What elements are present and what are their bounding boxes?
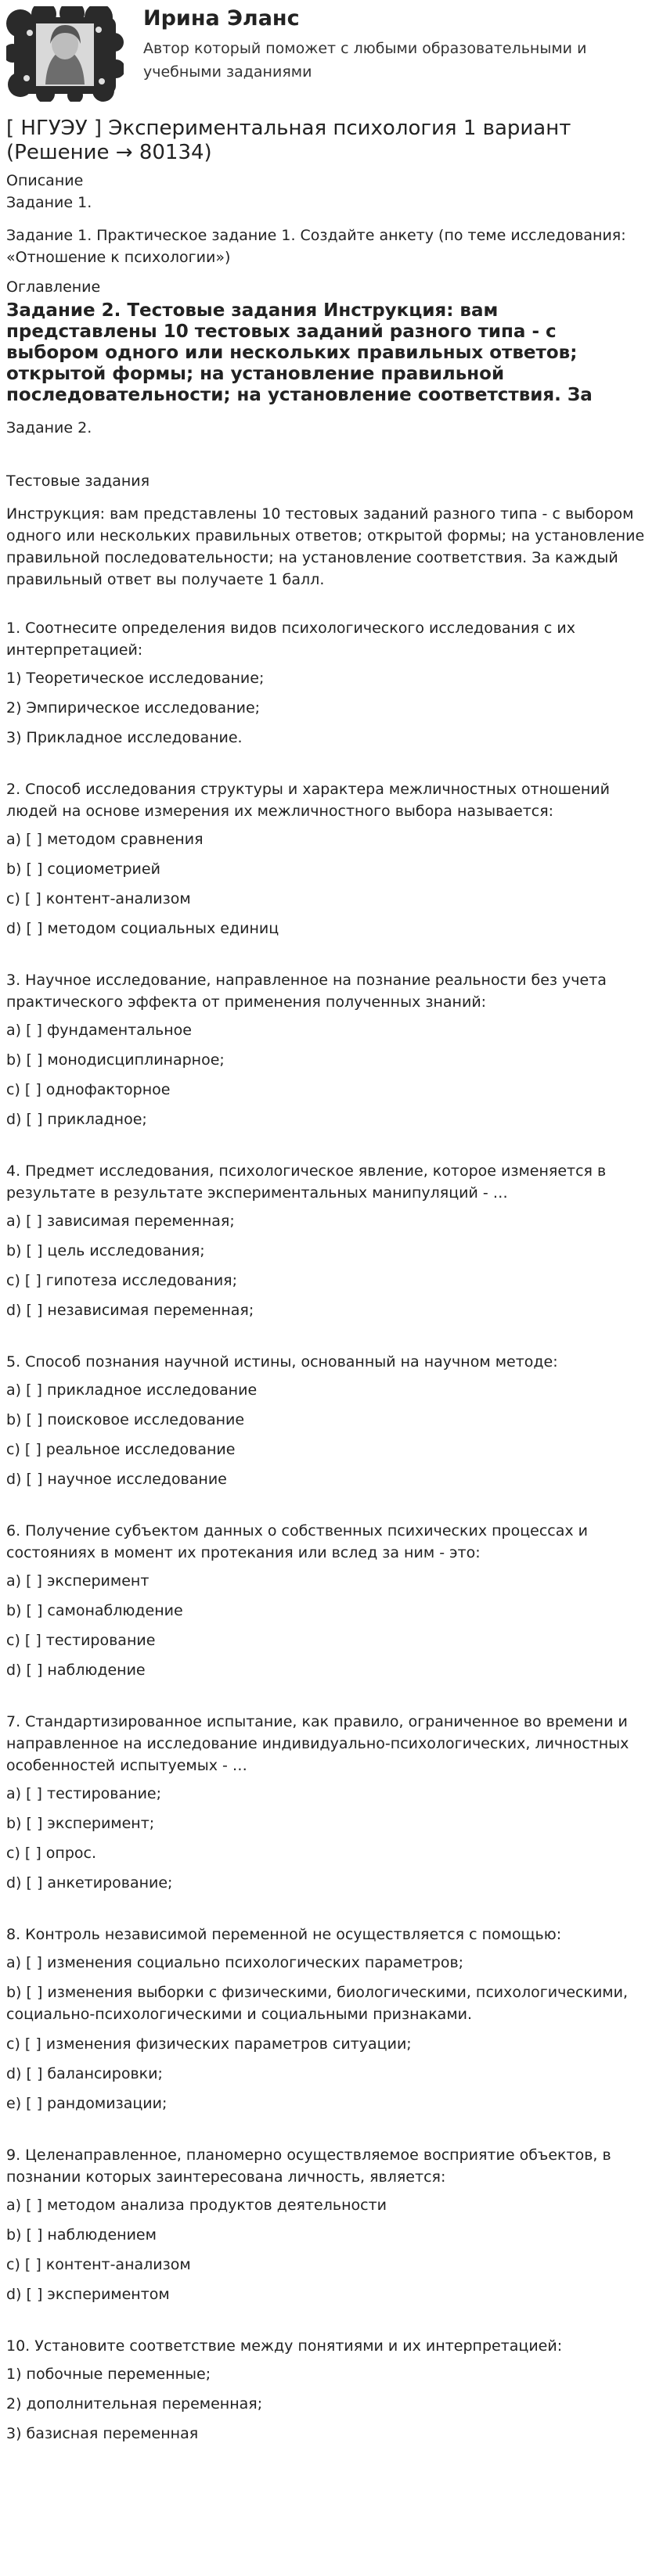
- task1-text: Задание 1. Практическое задание 1. Создайте анкету (по теме исследования: «Отношение к психологии»): [6, 227, 626, 266]
- instructions: Инструкция: вам представлены 10 тестовых заданий разного типа - с выбором одного или нескольких правильных ответов; открытой формы; на установление правильной последовательности; на установление соответствия. За каждый правильный ответ вы получаете 1 балл.: [6, 505, 645, 588]
- task1-label: Задание 1.: [6, 194, 92, 211]
- answer-option: a) [ ] зависимая переменная;: [6, 1213, 235, 1230]
- answer-option: 1) побочные переменные;: [6, 2366, 211, 2383]
- answer-option: b) [ ] поисковое исследование: [6, 1411, 245, 1428]
- questions-list: [6, 617, 653, 2445]
- answer-option: a) [ ] изменения социально психологических параметров;: [6, 1954, 464, 1971]
- question-6: [6, 1520, 653, 1681]
- answer-option: a) [ ] методом сравнения: [6, 831, 204, 848]
- question-4: [6, 1160, 653, 1321]
- answer-option: 3) Прикладное исследование.: [6, 729, 243, 746]
- document-content: [6, 117, 653, 2445]
- answer-option: a) [ ] эксперимент: [6, 1572, 150, 1590]
- answer-option: c) [ ] контент-анализом: [6, 890, 191, 907]
- answer-option: b) [ ] самонаблюдение: [6, 1602, 183, 1619]
- answer-option: c) [ ] реальное исследование: [6, 1441, 236, 1458]
- answer-option: d) [ ] балансировки;: [6, 2065, 163, 2082]
- question-5: [6, 1351, 653, 1490]
- answer-option: d) [ ] научное исследование: [6, 1471, 227, 1488]
- answer-option: b) [ ] наблюдением: [6, 2226, 157, 2244]
- question-text: 8. Контроль независимой переменной не осуществляется с помощью:: [6, 1926, 562, 1943]
- answer-option: 1) Теоретическое исследование;: [6, 670, 265, 687]
- author-header: [0, 0, 663, 110]
- question-text: 3. Научное исследование, направленное на познание реальности без учета практического эффекта от применения полученных знаний:: [6, 972, 611, 1011]
- answer-option: b) [ ] социометрией: [6, 860, 160, 878]
- question-text: 4. Предмет исследования, психологическое явление, которое изменяется в результате в результате экспериментальных манипуляций - …: [6, 1162, 611, 1202]
- author-name: Ирина Эланс: [143, 6, 300, 31]
- answer-option: c) [ ] однофакторное: [6, 1081, 171, 1098]
- answer-option: b) [ ] цель исследования;: [6, 1242, 205, 1259]
- question-10: [6, 2335, 653, 2445]
- question-3: [6, 969, 653, 1130]
- answer-option: b) [ ] изменения выборки с физическими, биологическими, психологическими, социально-психологическими и социальными признаками.: [6, 1984, 629, 2023]
- answer-option: c) [ ] тестирование: [6, 1632, 156, 1649]
- author-description: Автор который поможет с любыми образовательными и учебными заданиями: [143, 40, 587, 81]
- answer-option: c) [ ] опрос.: [6, 1845, 97, 1862]
- answer-option: e) [ ] рандомизации;: [6, 2095, 168, 2112]
- question-text: 2. Способ исследования структуры и характера межличностных отношений людей на основе измерения их межличностного выбора называется:: [6, 781, 614, 820]
- section-label: Тестовые задания: [6, 472, 150, 490]
- answer-option: d) [ ] анкетирование;: [6, 1874, 173, 1892]
- answer-option: 2) дополнительная переменная;: [6, 2395, 263, 2413]
- answer-option: c) [ ] контент-анализом: [6, 2256, 191, 2273]
- document-title: [ НГУЭУ ] Экспериментальная психология 1 вариант (Решение → 80134): [6, 117, 571, 164]
- toc-title: Задание 2. Тестовые задания Инструкция: вам представлены 10 тестовых заданий разного типа - с выбором одного или нескольких правильных ответов; открытой формы; на установление правильной последовательности; на установление соответствия. За: [6, 300, 593, 405]
- question-text: 1. Соотнесите определения видов психологического исследования с их интерпретацией:: [6, 620, 581, 659]
- answer-option: c) [ ] изменения физических параметров ситуации;: [6, 2035, 412, 2053]
- answer-option: d) [ ] прикладное;: [6, 1111, 147, 1128]
- question-text: 6. Получение субъектом данных о собственных психических процессах и состояниях в момент их протекания или вслед за ним - это:: [6, 1522, 593, 1561]
- question-text: 5. Способ познания научной истины, основанный на научном методе:: [6, 1353, 558, 1371]
- task2-label: Задание 2.: [6, 419, 92, 437]
- answer-option: d) [ ] независимая переменная;: [6, 1302, 254, 1319]
- answer-option: d) [ ] методом социальных единиц: [6, 920, 279, 937]
- answer-option: a) [ ] фундаментальное: [6, 1022, 192, 1039]
- answer-option: a) [ ] тестирование;: [6, 1785, 162, 1802]
- user-photo-icon: [6, 6, 124, 102]
- question-8: [6, 1924, 653, 2114]
- question-text: 9. Целенаправленное, планомерно осуществляемое восприятие объектов, в познании которых заинтересована личность, является:: [6, 2147, 616, 2186]
- toc-label: Оглавление: [6, 278, 101, 296]
- answer-option: a) [ ] прикладное исследование: [6, 1381, 258, 1399]
- answer-option: b) [ ] эксперимент;: [6, 1815, 155, 1832]
- answer-option: a) [ ] методом анализа продуктов деятельности: [6, 2197, 387, 2214]
- question-2: [6, 778, 653, 940]
- question-9: [6, 2144, 653, 2305]
- question-text: 7. Стандартизированное испытание, как правило, ограниченное во времени и направленное на исследование индивидуально-психологических, личностных особенностей испытуемых - …: [6, 1713, 634, 1774]
- question-1: [6, 617, 653, 749]
- question-text: 10. Установите соответствие между понятиями и их интерпретацией:: [6, 2337, 563, 2355]
- answer-option: b) [ ] монодисциплинарное;: [6, 1051, 225, 1069]
- answer-option: 2) Эмпирическое исследование;: [6, 699, 261, 717]
- answer-option: c) [ ] гипотеза исследования;: [6, 1272, 238, 1289]
- answer-option: d) [ ] наблюдение: [6, 1662, 146, 1679]
- question-7: [6, 1711, 653, 1894]
- answer-option: d) [ ] экспериментом: [6, 2286, 170, 2303]
- description-label: Описание: [6, 172, 84, 189]
- answer-option: 3) базисная переменная: [6, 2425, 199, 2442]
